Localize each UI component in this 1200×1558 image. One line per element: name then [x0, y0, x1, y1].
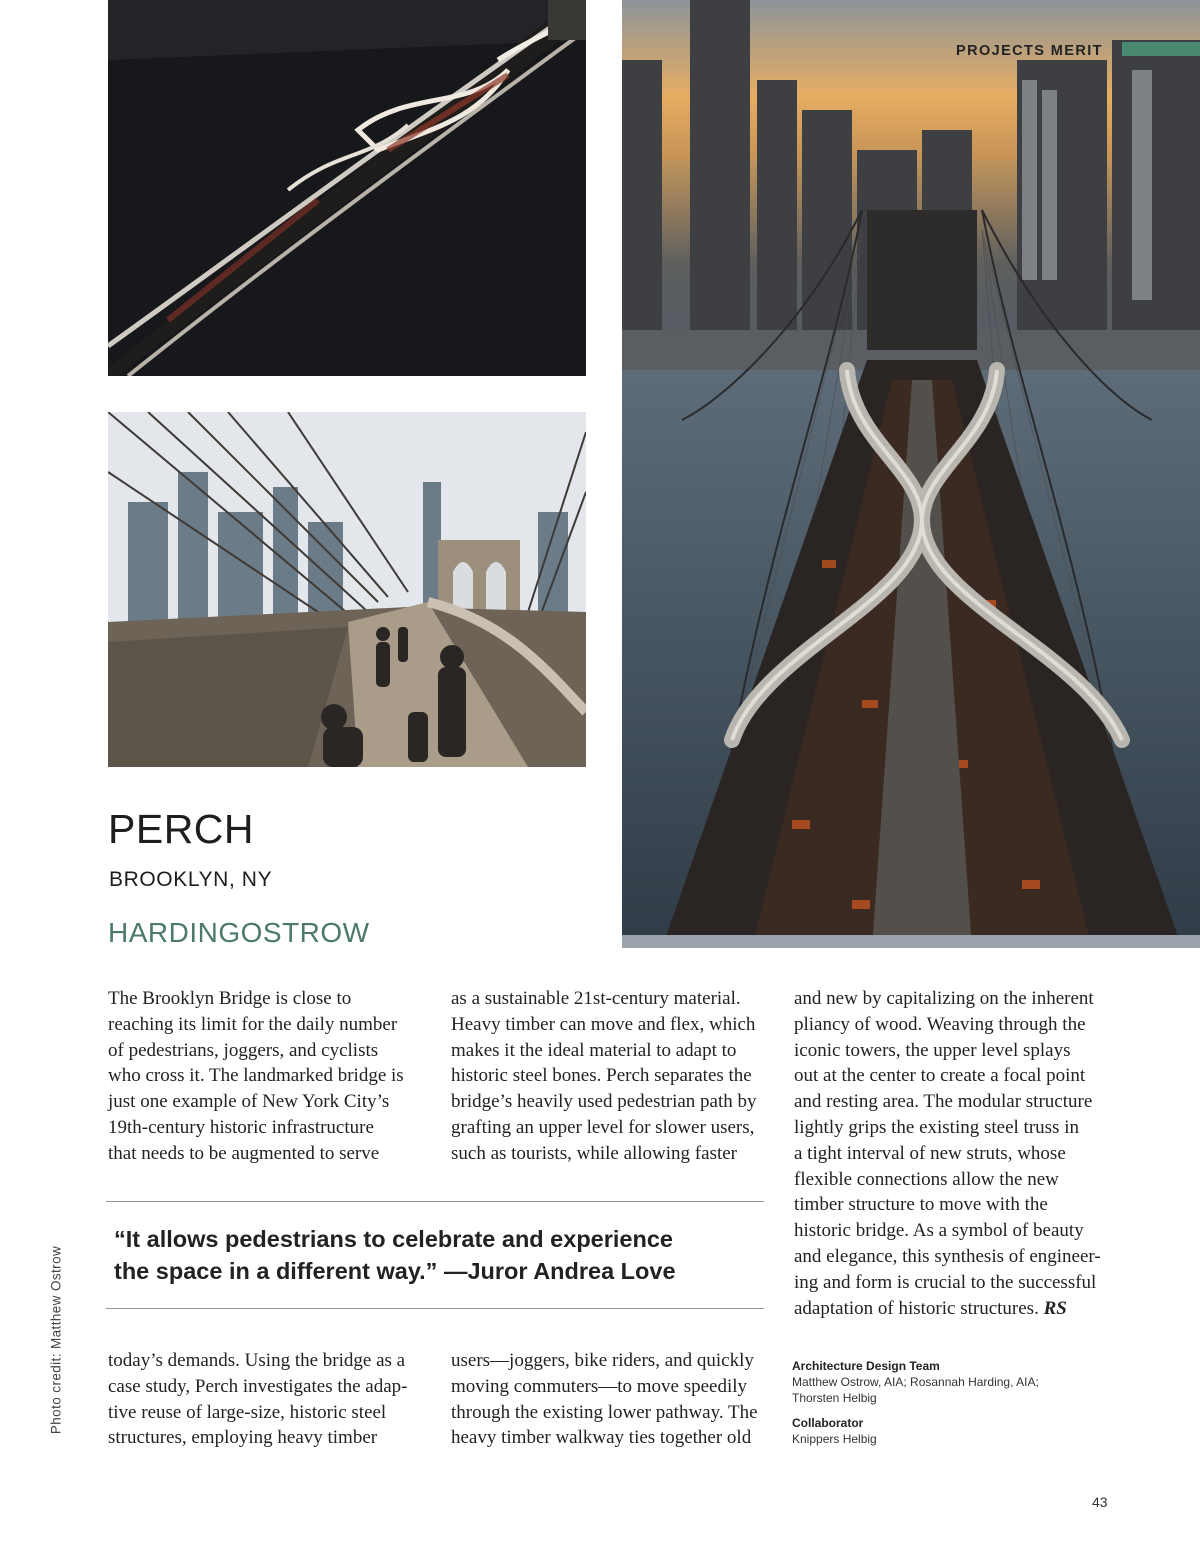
body-line-last — [794, 1296, 1114, 1322]
collaborator-heading: Collaborator — [792, 1416, 864, 1430]
photo-credit: Photo credit: Matthew Ostrow — [48, 1245, 64, 1435]
body-line: case study, Perch investigates the adap- — [108, 1375, 408, 1397]
body-line: moving commuters—to move speedily — [451, 1375, 748, 1397]
body-line: tive reuse of large-size, historic steel — [108, 1401, 387, 1423]
body-line: grafting an upper level for slower users, — [451, 1116, 755, 1138]
page-number: 43 — [1092, 1494, 1108, 1510]
body-line: structures, employing heavy timber — [108, 1427, 378, 1449]
body-line: heavy timber walkway ties together old — [451, 1427, 752, 1449]
project-location: BROOKLYN, NY — [109, 868, 273, 891]
body-column-2-top — [451, 986, 771, 1167]
collaborator-line: Knippers Helbig — [792, 1432, 877, 1446]
walkway-illustration — [108, 412, 586, 767]
photo-pedestrian-walkway — [108, 412, 586, 767]
section-tag: PROJECTS MERIT — [956, 43, 1103, 59]
body-line: out at the center to create a focal point — [794, 1065, 1086, 1087]
body-line: The Brooklyn Bridge is close to — [108, 988, 352, 1009]
pull-quote-line: the space in a different way.” —Juror Andrea Love — [114, 1258, 676, 1284]
body-line: timber structure to move with the — [794, 1194, 1048, 1216]
collaborator-name — [792, 1431, 877, 1447]
photo-aerial-night-walkway — [108, 0, 586, 376]
body-column-2-bottom — [451, 1348, 771, 1451]
aerial-night-illustration — [108, 0, 586, 376]
body-line: lightly grips the existing steel truss in — [794, 1116, 1079, 1138]
body-line: reaching its limit for the daily number — [108, 1013, 398, 1035]
author-signature: RS — [1043, 1297, 1067, 1319]
body-line: flexible connections allow the new — [794, 1168, 1059, 1190]
design-team-heading: Architecture Design Team — [792, 1359, 940, 1373]
body-line: bridge’s heavily used pedestrian path by — [451, 1091, 757, 1113]
body-line: and new by capitalizing on the inherent — [794, 988, 1094, 1009]
body-line: ing and form is crucial to the successful — [794, 1271, 1097, 1293]
body-line: Heavy timber can move and flex, which — [451, 1013, 756, 1035]
body-line: such as tourists, while allowing faster — [451, 1142, 738, 1164]
body-line: users—joggers, bike riders, and quickly — [451, 1350, 754, 1371]
body-column-1-top — [108, 986, 428, 1167]
body-line: and elegance, this synthesis of engineer- — [794, 1245, 1101, 1267]
body-line: 19th-century historic infrastructure — [108, 1116, 374, 1138]
project-title: PERCH — [108, 806, 255, 852]
section-accent-bar — [1122, 42, 1200, 56]
body-line: a tight interval of new struts, whose — [794, 1142, 1066, 1164]
pull-quote-line: “It allows pedestrians to celebrate and experience — [114, 1226, 673, 1252]
pull-quote-rule-bottom — [106, 1308, 764, 1309]
body-line: adaptation of historic structures. — [794, 1297, 1039, 1319]
body-line: and resting area. The modular structure — [794, 1091, 1093, 1113]
body-column-1-bottom — [108, 1348, 428, 1451]
body-line: just one example of New York City’s — [108, 1091, 390, 1113]
design-team-line: Matthew Ostrow, AIA; Rosannah Harding, AIA; — [792, 1375, 1039, 1389]
pull-quote — [114, 1223, 754, 1287]
body-line: through the existing lower pathway. The — [451, 1401, 758, 1423]
body-line: makes it the ideal material to adapt to — [451, 1039, 737, 1061]
pull-quote-rule-top — [106, 1201, 764, 1202]
design-team-line: Thorsten Helbig — [792, 1391, 877, 1405]
body-line: pliancy of wood. Weaving through the — [794, 1013, 1086, 1035]
photo-bridge-aerial-view — [622, 0, 1200, 948]
body-line: who cross it. The landmarked bridge is — [108, 1065, 404, 1087]
body-line: iconic towers, the upper level splays — [794, 1039, 1071, 1061]
body-column-3 — [794, 986, 1114, 1321]
design-team-names — [792, 1374, 1039, 1406]
body-line: historic bridge. As a symbol of beauty — [794, 1220, 1084, 1242]
bridge-aerial-illustration — [622, 0, 1200, 948]
body-line: that needs to be augmented to serve — [108, 1142, 380, 1164]
body-line: of pedestrians, joggers, and cyclists — [108, 1039, 379, 1061]
body-line: today’s demands. Using the bridge as a — [108, 1350, 406, 1371]
body-line: as a sustainable 21st-century material. — [451, 988, 741, 1009]
body-line: historic steel bones. Perch separates the — [451, 1065, 752, 1087]
project-firm: HARDINGOSTROW — [108, 917, 370, 948]
